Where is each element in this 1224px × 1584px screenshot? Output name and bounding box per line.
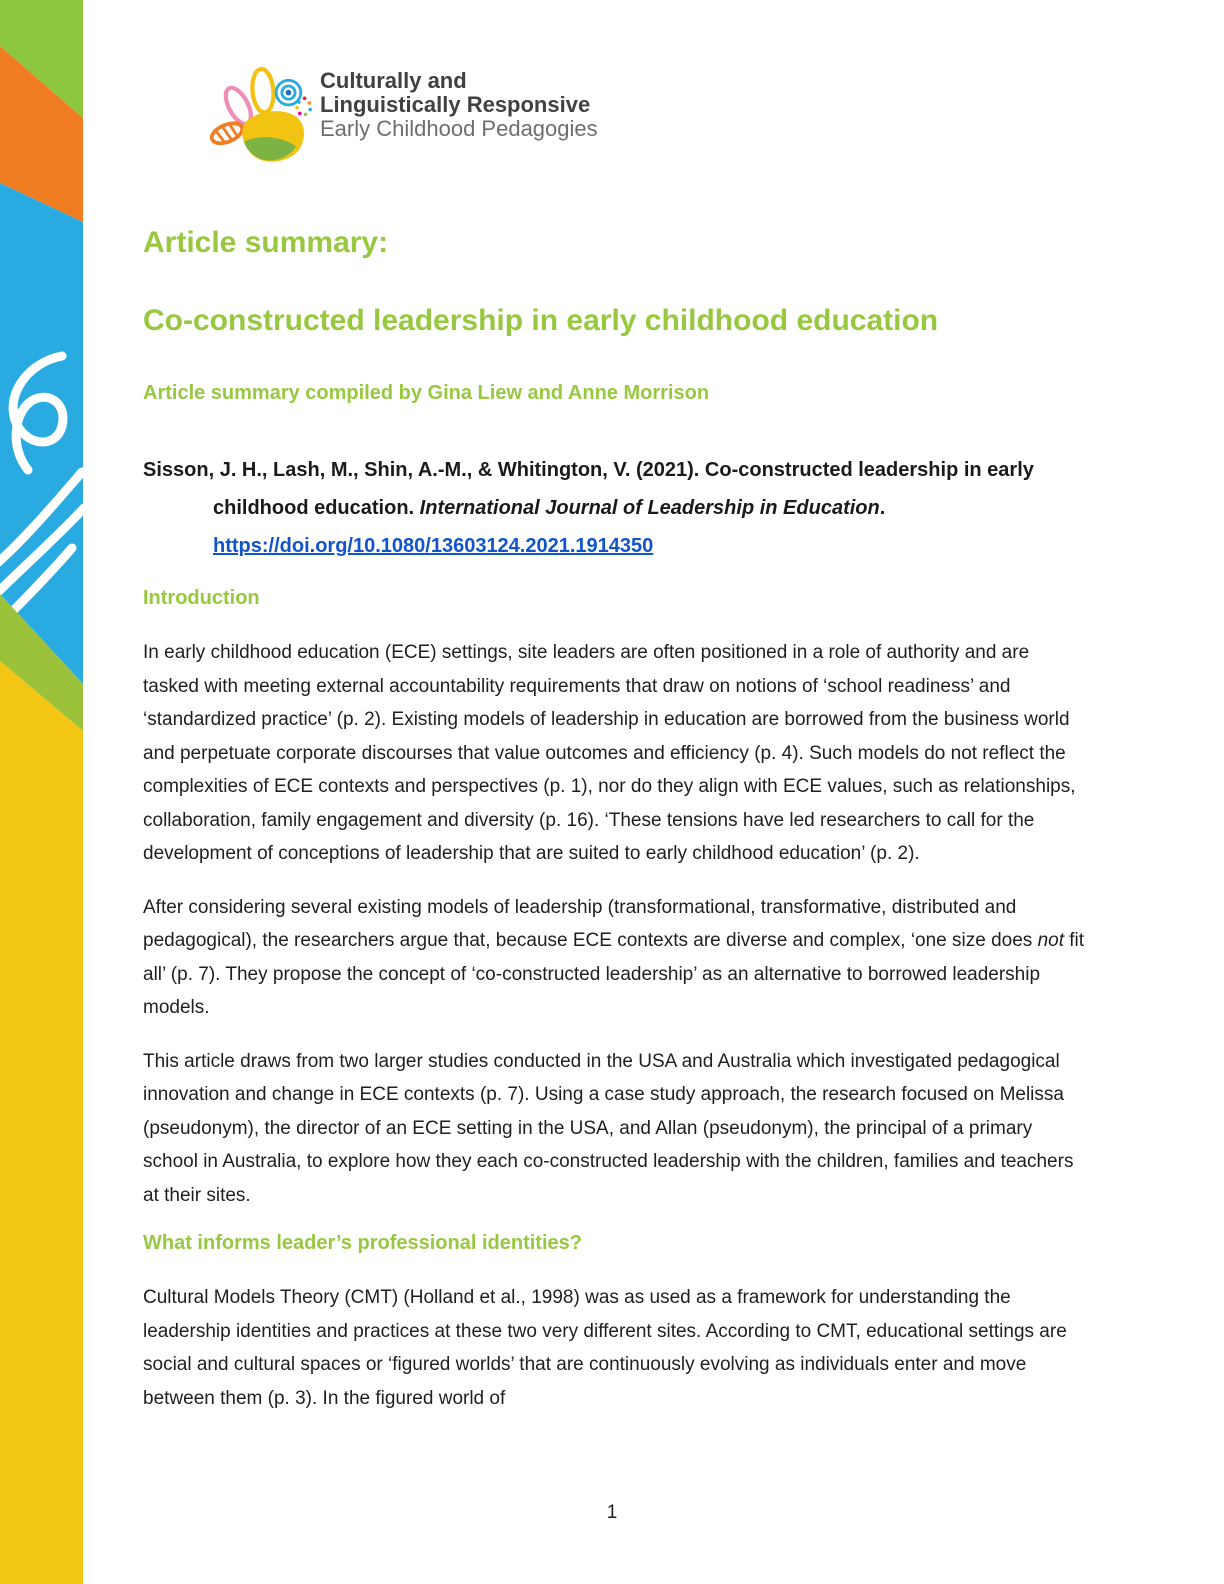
- logo-line-1: Culturally and: [320, 68, 467, 93]
- paragraph-text: Cultural Models Theory (CMT) (Holland et al., 1998) was as used as a framework for understanding the leadership identities and practices at these two very different sites. According to CMT, educational settings are social and cultural spaces or ‘figured worlds’ that are continuously evolving as individuals enter and move between them (p. 3). In the figured world of: [143, 1287, 1067, 1409]
- article-summary-kicker: Article summary:: [143, 226, 389, 259]
- paragraph-identities-1: [143, 1281, 1090, 1415]
- doi-link[interactable]: https://doi.org/10.1080/13603124.2021.1914350: [213, 535, 654, 557]
- italic-word-not: not: [1037, 930, 1064, 951]
- section-heading-professional-identities: What informs leader’s professional identities?: [143, 1232, 582, 1254]
- hand-logo-icon: [210, 55, 314, 169]
- paragraph-text: fit all’ (p. 7). They propose the concept of ‘co-constructed leadership’ as an alternative to borrowed leadership models.: [143, 930, 1085, 1018]
- paragraph-intro-3: [143, 1045, 1090, 1213]
- section-heading-introduction: Introduction: [143, 587, 260, 609]
- paragraph-intro-2: [143, 891, 1090, 1025]
- article-title: Co-constructed leadership in early childhood education: [143, 304, 939, 337]
- orange-thumb-shape: [210, 119, 245, 147]
- citation-authors-text: Sisson, J. H., Lash, M., Shin, A.-M., & Whitington, V. (2021). Co-constructed leadership in early childhood education.: [143, 459, 1034, 519]
- band-yellow: [0, 661, 83, 1584]
- citation-journal-name: International Journal of Leadership in Education: [419, 497, 880, 519]
- logo-line-3: Early Childhood Pedagogies: [320, 116, 598, 141]
- decorative-side-band: [0, 0, 83, 1584]
- citation: [143, 451, 1090, 565]
- compiled-by-line: Article summary compiled by Gina Liew and Anne Morrison: [143, 382, 710, 404]
- clr-logo: [210, 55, 598, 169]
- palm-shape: [242, 111, 304, 162]
- paragraph-intro-1: [143, 636, 1090, 871]
- citation-period: .: [879, 497, 886, 519]
- paragraph-text: After considering several existing models of leadership (transformational, transformative, distributed and pedagogical), the researchers argue that, because ECE contexts are diverse and complex, ‘one size does: [143, 896, 1038, 951]
- page-number: 1: [606, 1502, 618, 1523]
- logo-text: [320, 55, 598, 141]
- article-content: [143, 226, 1090, 1435]
- paragraph-text: In early childhood education (ECE) settings, site leaders are often positioned in a role of authority and are tasked with meeting external accountability requirements that draw on notions of ‘school readiness’ and ‘standardized practice’ (p. 2). Existing models of leadership in education are borrowed from the business world and perpetuate corporate discourses that value outcomes and efficiency (p. 4). Such models do not reflect the complexities of ECE contexts and perspectives (p. 1), nor do they align with ECE values, such as relationships, collaboration, family engagement and diversity (p. 16). ‘These tensions have led researchers to call for the development of conceptions of leadership that are suited to early childhood education’ (p. 2).: [143, 642, 1076, 864]
- blue-spiral-shape: [276, 80, 301, 105]
- logo-line-2: Linguistically Responsive: [320, 92, 591, 117]
- paragraph-text: This article draws from two larger studies conducted in the USA and Australia which investigated pedagogical innovation and change in ECE contexts (p. 7). Using a case study approach, the research focused on Melissa (pseudonym), the director of an ECE setting in the USA, and Allan (pseudonym), the principal of a primary school in Australia, to explore how they each co-constructed leadership with the children, families and teachers at their sites.: [143, 1050, 1074, 1206]
- yellow-finger-shape: [251, 68, 276, 113]
